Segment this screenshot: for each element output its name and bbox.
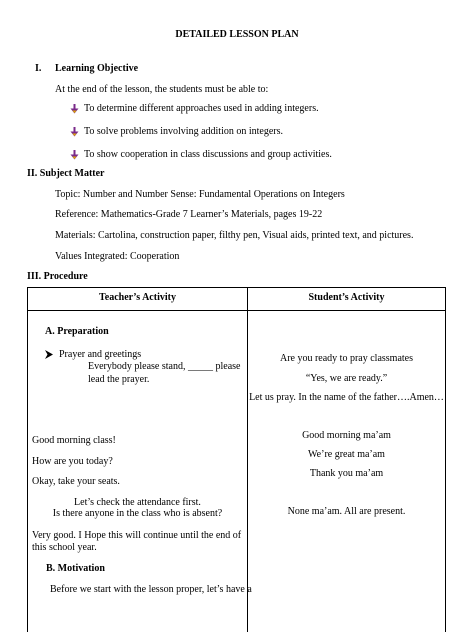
objective-intro: At the end of the lesson, the students must be able to: [55,84,269,95]
teacher-good-morning: Good morning class! [32,435,116,446]
teacher-take-seats: Okay, take your seats. [32,476,120,487]
arrowhead-bullet-icon [45,350,53,359]
student-ready: Are you ready to pray classmates [279,353,413,364]
subject-values: Values Integrated: Cooperation [55,251,180,262]
student-let-us-pray: Let us pray. In the name of the father….Amen… [249,392,444,403]
student-none-absent: None ma’am. All are present. [287,506,406,517]
student-yes-ready: “Yes, we are ready.” [305,373,388,384]
page-title: DETAILED LESSON PLAN [175,29,299,40]
teacher-activity-header: Teacher’s Activity [99,292,176,303]
section-number-objective: I. [35,63,42,74]
teacher-attendance: Let’s check the attendance first. [74,497,201,508]
student-thank-you: Thank you ma’am [309,468,384,479]
arrow-down-bullet-icon [70,127,79,137]
motivation-text: Before we start with the lesson proper, let’s have a [50,584,252,595]
subject-reference: Reference: Mathematics-Grade 7 Learner’s Materials, pages 19-22 [55,209,323,220]
preparation-heading: A. Preparation [45,326,109,337]
objective-item: To solve problems involving addition on integers. [84,126,283,137]
arrow-down-bullet-icon [70,104,79,114]
objective-item: To show cooperation in class discussions and group activities. [84,149,332,160]
subject-topic: Topic: Number and Number Sense: Fundamental Operations on Integers [55,189,345,200]
teacher-very-good-cont: this school year. [32,542,97,553]
objective-item: To determine different approaches used in adding integers. [84,103,319,114]
prayer-greetings-bullet: Prayer and greetings [59,349,142,360]
motivation-heading: B. Motivation [46,563,105,574]
teacher-how-are-you: How are you today? [32,456,113,467]
section-heading-subject-matter: II. Subject Matter [27,168,105,179]
teacher-attendance-question: Is there anyone in the class who is absent? [52,508,223,519]
prayer-instruction: Everybody please stand, _____ please [88,361,241,372]
teacher-very-good: Very good. I Hope this will continue until the end of [32,530,242,541]
student-great: We’re great ma’am [308,449,385,460]
student-activity-header: Student’s Activity [308,292,385,303]
prayer-instruction-cont: lead the prayer. [88,374,150,385]
section-heading-objective: Learning Objective [55,63,139,74]
subject-materials: Materials: Cartolina, construction paper, filthy pen, Visual aids, printed text, and pictures. [55,230,414,241]
arrow-down-bullet-icon [70,150,79,160]
section-heading-procedure: III. Procedure [27,271,88,282]
student-good-morning: Good morning ma’am [302,430,391,441]
